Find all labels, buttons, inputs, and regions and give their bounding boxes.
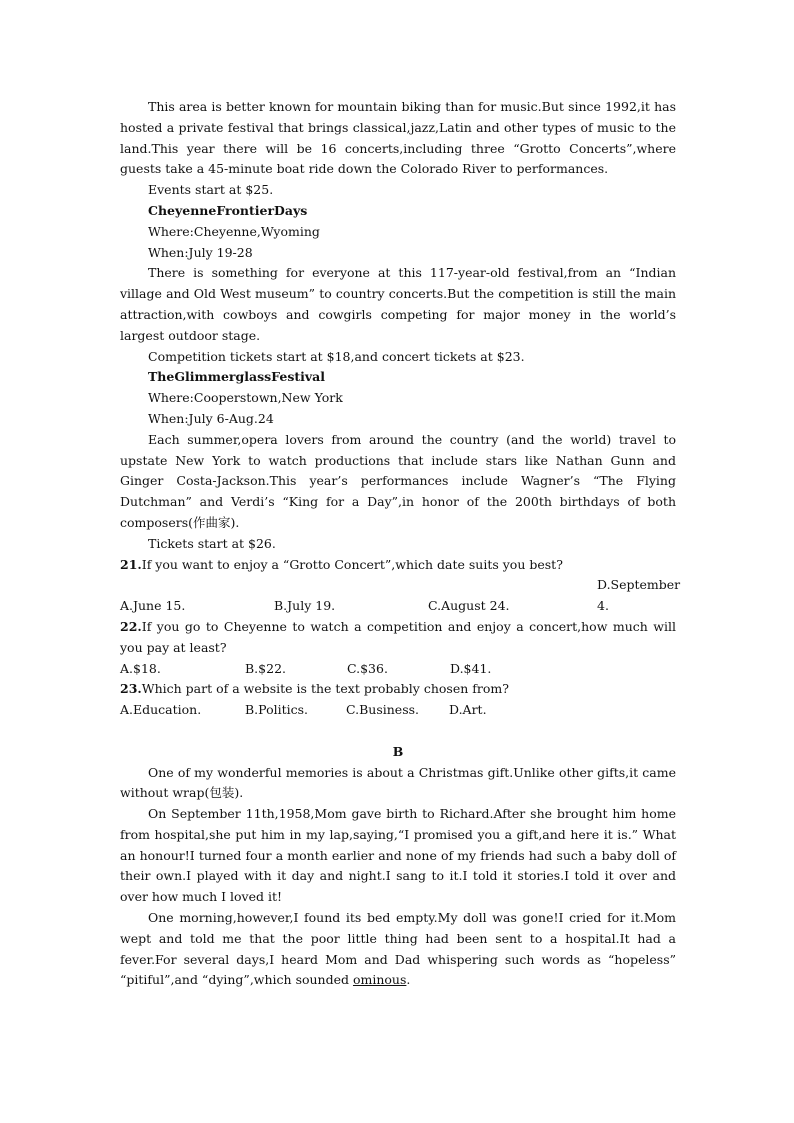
question-text: Which part of a website is the text probably chosen from?: [141, 681, 509, 697]
passage-b-paragraph-1: One of my wonderful memories is about a Christmas gift.Unlike other gifts,it came without wrap(包装).: [120, 764, 676, 801]
passage-a-price: Events start at $25.: [148, 182, 274, 198]
passage-b-paragraph-3: [120, 908, 676, 991]
cheyenne-description: There is something for everyone at this 117-year-old festival,from an “Indian village and Old West museum” to country concerts.But the competition is still the main attraction,with cowboys and cowgirls competing for major money in the world’s largest outdoor stage.: [120, 265, 676, 343]
question-21-options: [120, 575, 681, 617]
option-b: B.$22.: [245, 660, 286, 676]
cheyenne-price: Competition tickets start at $18,and concert tickets at $23.: [148, 348, 525, 364]
question-22-options: [120, 659, 676, 680]
option-a: A.Education.: [120, 702, 202, 718]
option-d: D.September 4.: [597, 577, 681, 614]
glimmerglass-when: When:July 6-Aug.24: [148, 410, 274, 426]
question-22: [120, 617, 676, 659]
option-a: A.June 15.: [120, 598, 186, 614]
question-21: [120, 555, 676, 576]
cheyenne-when: When:July 19-28: [148, 244, 253, 260]
passage-b-paragraph-2: On September 11th,1958,Mom gave birth to Richard.After she brought him home from hospital,she put him in my lap,saying,“I promised you a gift,and here it is.” What an honour!I turned four a month earlier and none of my friends had such a baby doll of their own.I played with it day and night.I sang to it.I told it stories.I told it over and over how much I loved it!: [120, 806, 676, 905]
document-content: [120, 97, 681, 991]
glimmerglass-description: Each summer,opera lovers from around the country (and the world) travel to upstate New York to watch productions that include stars like Nathan Gunn and Ginger Costa-Jackson.This year’s performances include Wagner’s “The Flying Dutchman” and Verdi’s “King for a Day”,in honor of the 200th birthdays of both composers(作曲家).: [120, 431, 676, 530]
question-text: If you go to Cheyenne to watch a competition and enjoy a concert,how much will you pay at least?: [120, 618, 676, 655]
option-c: C.August 24.: [428, 598, 510, 614]
cheyenne-title: CheyenneFrontierDays: [148, 202, 308, 218]
paragraph-3-end: .: [406, 972, 411, 988]
cheyenne-where: Where:Cheyenne,Wyoming: [148, 223, 320, 239]
question-number: 23.: [120, 681, 142, 697]
underlined-word: ominous: [352, 972, 407, 988]
option-b: B.Politics.: [245, 702, 308, 718]
paragraph-3-text: One morning,however,I found its bed empty.My doll was gone!I cried for it.Mom wept and told me that the poor little thing had been sent to a hospital.It had a fever.For several days,I heard Mom and Dad whispering such words as “hopeless” “pitiful”,and “dying”,which sounded: [120, 910, 676, 988]
option-c: C.Business.: [346, 702, 419, 718]
question-23: [120, 679, 676, 700]
glimmerglass-title: TheGlimmerglassFestival: [148, 369, 325, 385]
question-number: 21.: [120, 556, 142, 572]
option-d: D.Art.: [449, 702, 487, 718]
option-a: A.$18.: [120, 660, 161, 676]
spacer: [120, 721, 676, 742]
question-23-options: [120, 700, 676, 721]
question-number: 22.: [120, 618, 142, 634]
glimmerglass-price: Tickets start at $26.: [148, 535, 276, 551]
question-text: If you want to enjoy a “Grotto Concert”,which date suits you best?: [141, 556, 563, 572]
option-b: B.July 19.: [274, 598, 336, 614]
option-d: D.$41.: [450, 660, 492, 676]
glimmerglass-where: Where:Cooperstown,New York: [148, 390, 343, 406]
option-c: C.$36.: [347, 660, 388, 676]
passage-b-heading: B: [392, 743, 404, 759]
passage-a-paragraph-1: This area is better known for mountain biking than for music.But since 1992,it has hosted a private festival that brings classical,jazz,Latin and other types of music to the land.This year there will be 16 concerts,including three “Grotto Concerts”,where guests take a 45-minute boat ride down the Colorado River to performances.: [120, 99, 676, 177]
